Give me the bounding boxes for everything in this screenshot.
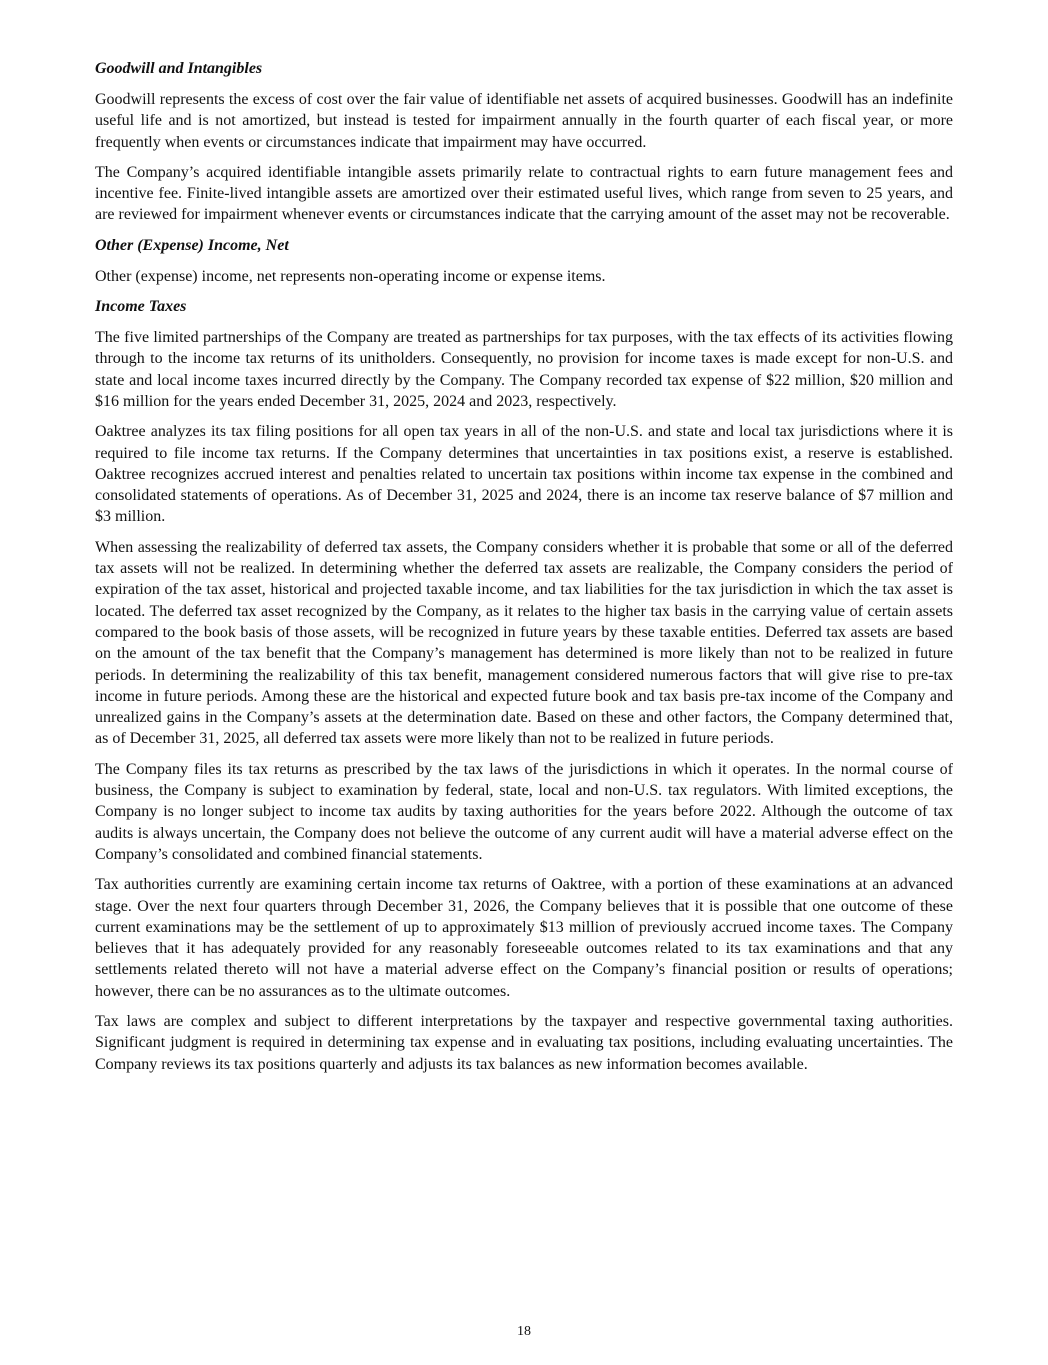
paragraph: The Company files its tax returns as prescribed by the tax laws of the jurisdictions in which it operates. In the normal course of business, the Company is subject to examination by federal, state, local and non-U.S. tax regulators. With limited exceptions, the Company is no longer subject to income tax audits by taxing authorities for the years before 2022. Although the outcome of tax audits is always uncertain, the Company does not believe the outcome of any current audit will have a material adverse effect on the Company’s consolidated and combined financial statements.: [95, 760, 953, 863]
section-income-taxes: [95, 296, 953, 1075]
paragraph: Goodwill represents the excess of cost over the fair value of identifiable net assets of acquired businesses. Goodwill has an indefinite useful life and is not amortized, but instead is tested for impairment annually in the fourth quarter of each fiscal year, or more frequently when events or circumstances indicate that impairment may have occurred.: [95, 91, 953, 151]
page-number: 18: [517, 1324, 531, 1339]
section-heading: Income Taxes: [95, 298, 187, 316]
section-heading: Goodwill and Intangibles: [95, 60, 263, 77]
paragraph: Oaktree analyzes its tax filing positions for all open tax years in all of the non-U.S. and state and local tax jurisdictions where it is required to file income tax returns. If the Company determines that uncertainties in tax positions exist, a reserve is established. Oaktree recognizes accrued interest and penalties related to uncertain tax positions within income tax expense in the combined and consolidated statements of operations. As of December 31, 2025 and 2024, there is an income tax reserve balance of $7 million and $3 million.: [95, 423, 953, 526]
paragraph: When assessing the realizability of deferred tax assets, the Company considers whether it is probable that some or all of the deferred tax assets will not be realized. In determining whether the deferred tax assets are realizable, the Company considers the period of expiration of the tax asset, historical and projected taxable income, and tax liabilities for the tax jurisdiction in which the tax asset is located. The deferred tax asset recognized by the Company, as it relates to the higher tax basis in the carrying value of certain assets compared to the book basis of those assets, will be recognized in future years by these taxable entities. Deferred tax assets are based on the amount of the tax benefit that the Company’s management has determined is more likely than not to be realized in future periods. In determining the realizability of this tax benefit, management considered numerous factors that will give rise to pre-tax income in future periods. Among these are the historical and expected future book and tax basis pre-tax income of the Company and unrealized gains in the Company’s assets at the determination date. Based on these and other factors, the Company determined that, as of December 31, 2025, all deferred tax assets were more likely than not to be realized in future periods.: [95, 538, 953, 748]
document-page: [95, 58, 953, 1084]
paragraph: Tax authorities currently are examining certain income tax returns of Oaktree, with a portion of these examinations at an advanced stage. Over the next four quarters through December 31, 2026, the Company believes that it is possible that one outcome of these current examinations may be the settlement of up to approximately $13 million of previously accrued income taxes. The Company believes that it has adequately provided for any reasonably foreseeable outcomes related to its tax examinations and that any settlements related thereto will not have a material adverse effect on the Company’s financial position or results of operations; however, there can be no assurances as to the ultimate outcomes.: [95, 876, 953, 1000]
paragraph: The five limited partnerships of the Company are treated as partnerships for tax purposes, with the tax effects of its activities flowing through to the income tax returns of its unitholders. Consequently, no provision for income taxes is made except for non-U.S. and state and local income taxes incurred directly by the Company. The Company recorded tax expense of $22 million, $20 million and $16 million for the years ended December 31, 2025, 2024 and 2023, respectively.: [95, 329, 953, 410]
section-other-income: [95, 235, 953, 287]
section-heading: Other (Expense) Income, Net: [95, 236, 289, 254]
paragraph: The Company’s acquired identifiable intangible assets primarily relate to contractual rights to earn future management fees and incentive fee. Finite-lived intangible assets are amortized over their estimated useful lives, which range from seven to 25 years, and are reviewed for impairment whenever events or circumstances indicate that the carrying amount of the asset may not be recoverable.: [95, 163, 953, 224]
section-goodwill-intangibles: [95, 58, 953, 226]
paragraph: Other (expense) income, net represents non-operating income or expense items.: [95, 267, 606, 285]
paragraph: Tax laws are complex and subject to different interpretations by the taxpayer and respective governmental taxing authorities. Significant judgment is required in determining tax expense and in evaluating tax positions, including evaluating uncertainties. The Company reviews its tax positions quarterly and adjusts its tax balances as new information becomes available.: [95, 1012, 953, 1073]
